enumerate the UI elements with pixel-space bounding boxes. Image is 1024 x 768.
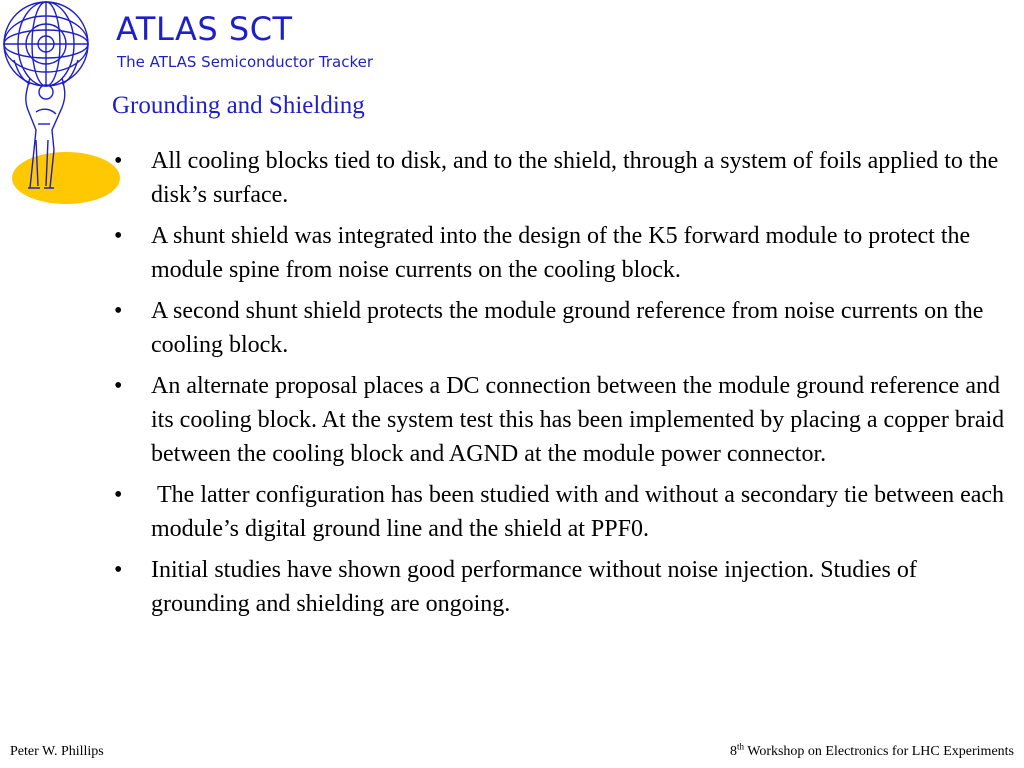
bullet-text: An alternate proposal places a DC connection between the module ground reference and its cooling block. At the system test this has been implemented by placing a copper braid between the cooling block and AGND at the module power connector. [151,373,1005,467]
brand-title: ATLAS SCT [116,10,293,48]
list-item [108,219,1008,287]
bullet-dot-icon: • [114,298,123,324]
footer-event [729,741,1014,760]
bullet-dot-icon: • [114,223,123,249]
bullet-text: A second shunt shield protects the module ground reference from noise currents on the cooling block. [151,298,984,358]
bullet-text: A shunt shield was integrated into the design of the K5 forward module to protect the module spine from noise currents on the cooling block. [151,223,971,283]
atlas-globe-logo-icon [0,0,122,208]
bullet-text: Initial studies have shown good performance without noise injection. Studies of grounding and shielding are ongoing. [151,557,917,617]
bullet-dot-icon: • [114,373,123,399]
brand-subtitle: The ATLAS Semiconductor Tracker [117,53,374,71]
bullet-list [108,144,1011,628]
bullet-text: The latter configuration has been studied with and without a secondary tie between each module’s digital ground line and the shield at PPF0. [151,482,1011,542]
bullet-dot-icon: • [114,557,123,583]
footer-event-suffix: th [736,741,744,752]
footer-event-rest: Workshop on Electronics for LHC Experiments [743,744,1014,759]
bullet-text: All cooling blocks tied to disk, and to the shield, through a system of foils applied to the disk’s surface. [151,148,999,208]
list-item [108,553,1008,621]
bullet-dot-icon: • [114,148,123,174]
bullet-dot-icon: • [114,482,123,508]
slide-title: Grounding and Shielding [112,92,365,119]
footer-author: Peter W. Phillips [10,744,104,759]
list-item [108,478,1011,546]
list-item [108,144,1008,212]
list-item [108,294,1008,362]
list-item [108,369,1008,471]
footer-event-number: 8 [729,744,737,759]
